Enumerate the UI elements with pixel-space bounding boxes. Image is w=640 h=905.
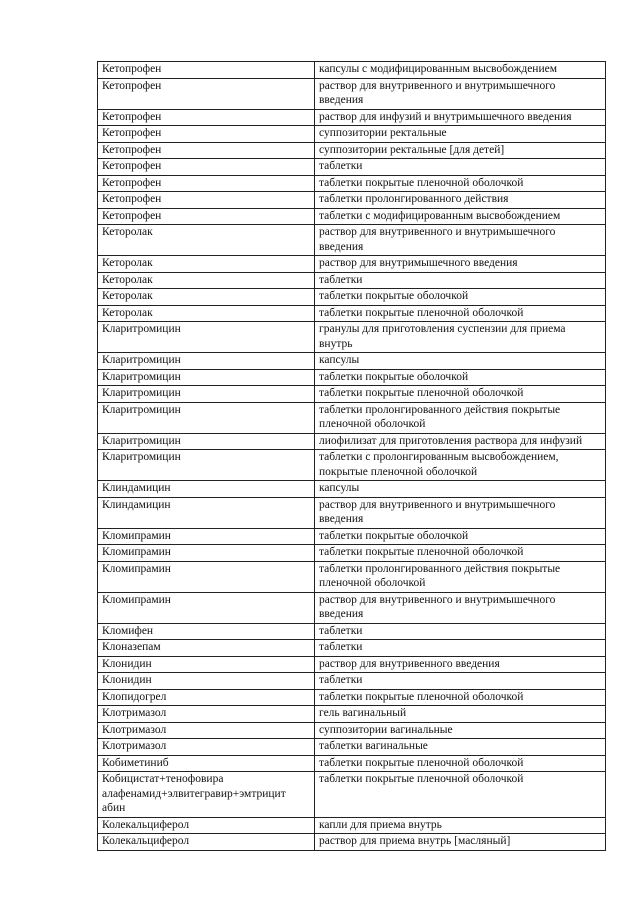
- drug-form-table: [97, 61, 606, 851]
- dosage-form-cell: таблетки покрытые оболочкой: [315, 289, 606, 306]
- table-row: [98, 109, 606, 126]
- drug-name-cell: Кломифен: [98, 623, 315, 640]
- dosage-form-cell: таблетки вагинальные: [315, 739, 606, 756]
- drug-name-cell: Клиндамицин: [98, 481, 315, 498]
- table-row: [98, 528, 606, 545]
- dosage-form-cell: таблетки пролонгированного действия покрытые пленочной оболочкой: [315, 561, 606, 592]
- dosage-form-cell: раствор для внутривенного и внутримышечного введения: [315, 497, 606, 528]
- dosage-form-cell: таблетки покрытые оболочкой: [315, 369, 606, 386]
- table-row: [98, 353, 606, 370]
- drug-name-cell: Кетопрофен: [98, 142, 315, 159]
- drug-name-cell: Клопидогрел: [98, 689, 315, 706]
- drug-name-cell: Кеторолак: [98, 289, 315, 306]
- table-row: [98, 772, 606, 818]
- dosage-form-cell: таблетки: [315, 673, 606, 690]
- table-row: [98, 623, 606, 640]
- table-row: [98, 450, 606, 481]
- dosage-form-cell: таблетки покрытые пленочной оболочкой: [315, 772, 606, 818]
- table-row: [98, 159, 606, 176]
- dosage-form-cell: раствор для внутривенного и внутримышечного введения: [315, 592, 606, 623]
- drug-name-cell: Кеторолак: [98, 256, 315, 273]
- dosage-form-cell: таблетки покрытые оболочкой: [315, 528, 606, 545]
- table-row: [98, 755, 606, 772]
- dosage-form-cell: таблетки пролонгированного действия: [315, 192, 606, 209]
- table-row: [98, 272, 606, 289]
- drug-name-cell: Колекальциферол: [98, 834, 315, 851]
- table-row: [98, 126, 606, 143]
- dosage-form-cell: таблетки покрытые пленочной оболочкой: [315, 755, 606, 772]
- drug-name-cell: Кетопрофен: [98, 126, 315, 143]
- dosage-form-cell: раствор для внутривенного и внутримышечного введения: [315, 225, 606, 256]
- table-row: [98, 706, 606, 723]
- dosage-form-cell: таблетки покрытые пленочной оболочкой: [315, 175, 606, 192]
- table-row: [98, 322, 606, 353]
- drug-name-cell: Клонидин: [98, 673, 315, 690]
- dosage-form-cell: таблетки покрытые пленочной оболочкой: [315, 689, 606, 706]
- drug-name-cell: Кетопрофен: [98, 109, 315, 126]
- dosage-form-cell: таблетки с пролонгированным высвобождением, покрытые пленочной оболочкой: [315, 450, 606, 481]
- drug-name-cell: Кломипрамин: [98, 561, 315, 592]
- drug-name-cell: Кобиметиниб: [98, 755, 315, 772]
- drug-name-cell: Кетопрофен: [98, 175, 315, 192]
- dosage-form-cell: таблетки покрытые пленочной оболочкой: [315, 545, 606, 562]
- drug-name-cell: Кетопрофен: [98, 208, 315, 225]
- drug-name-cell: Кломипрамин: [98, 592, 315, 623]
- dosage-form-cell: таблетки покрытые пленочной оболочкой: [315, 305, 606, 322]
- table-row: [98, 739, 606, 756]
- dosage-form-cell: таблетки: [315, 159, 606, 176]
- drug-name-cell: Клотримазол: [98, 706, 315, 723]
- drug-name-cell: Клонидин: [98, 656, 315, 673]
- table-row: [98, 62, 606, 79]
- dosage-form-cell: таблетки: [315, 640, 606, 657]
- drug-name-cell: Клотримазол: [98, 739, 315, 756]
- dosage-form-cell: раствор для внутримышечного введения: [315, 256, 606, 273]
- dosage-form-cell: раствор для приема внутрь [масляный]: [315, 834, 606, 851]
- drug-name-cell: Кларитромицин: [98, 353, 315, 370]
- table-row: [98, 834, 606, 851]
- dosage-form-cell: раствор для инфузий и внутримышечного введения: [315, 109, 606, 126]
- dosage-form-cell: таблетки покрытые пленочной оболочкой: [315, 386, 606, 403]
- drug-name-cell: Кетопрофен: [98, 62, 315, 79]
- drug-name-cell: Кломипрамин: [98, 528, 315, 545]
- table-row: [98, 817, 606, 834]
- drug-name-cell: Кеторолак: [98, 272, 315, 289]
- dosage-form-cell: раствор для внутривенного и внутримышечного введения: [315, 78, 606, 109]
- table-row: [98, 433, 606, 450]
- table-row: [98, 497, 606, 528]
- table-row: [98, 225, 606, 256]
- dosage-form-cell: таблетки: [315, 623, 606, 640]
- table-row: [98, 175, 606, 192]
- dosage-form-cell: суппозитории вагинальные: [315, 722, 606, 739]
- dosage-form-cell: суппозитории ректальные [для детей]: [315, 142, 606, 159]
- dosage-form-cell: таблетки с модифицированным высвобождением: [315, 208, 606, 225]
- table-row: [98, 369, 606, 386]
- drug-name-cell: Кларитромицин: [98, 402, 315, 433]
- drug-name-cell: Кларитромицин: [98, 369, 315, 386]
- drug-name-cell: Кетопрофен: [98, 78, 315, 109]
- drug-name-cell: Кломипрамин: [98, 545, 315, 562]
- drug-name-cell: Кларитромицин: [98, 450, 315, 481]
- dosage-form-cell: раствор для внутривенного введения: [315, 656, 606, 673]
- drug-name-cell: Клотримазол: [98, 722, 315, 739]
- table-row: [98, 208, 606, 225]
- drug-name-cell: Кеторолак: [98, 225, 315, 256]
- table-row: [98, 673, 606, 690]
- dosage-form-cell: капсулы: [315, 481, 606, 498]
- table-row: [98, 592, 606, 623]
- dosage-form-cell: суппозитории ректальные: [315, 126, 606, 143]
- drug-name-cell: Кетопрофен: [98, 192, 315, 209]
- table-row: [98, 256, 606, 273]
- drug-name-cell: Кларитромицин: [98, 322, 315, 353]
- table-row: [98, 192, 606, 209]
- table-row: [98, 402, 606, 433]
- table-row: [98, 481, 606, 498]
- drug-name-cell: Клиндамицин: [98, 497, 315, 528]
- drug-name-cell: Клоназепам: [98, 640, 315, 657]
- drug-name-cell: Кларитромицин: [98, 386, 315, 403]
- table-row: [98, 289, 606, 306]
- table-row: [98, 78, 606, 109]
- dosage-form-cell: лиофилизат для приготовления раствора для инфузий: [315, 433, 606, 450]
- drug-name-cell: Кларитромицин: [98, 433, 315, 450]
- dosage-form-cell: таблетки пролонгированного действия покрытые пленочной оболочкой: [315, 402, 606, 433]
- dosage-form-cell: гранулы для приготовления суспензии для приема внутрь: [315, 322, 606, 353]
- table-row: [98, 561, 606, 592]
- dosage-form-cell: капли для приема внутрь: [315, 817, 606, 834]
- dosage-form-cell: гель вагинальный: [315, 706, 606, 723]
- table-row: [98, 656, 606, 673]
- table-row: [98, 142, 606, 159]
- dosage-form-cell: таблетки: [315, 272, 606, 289]
- dosage-form-cell: капсулы с модифицированным высвобождением: [315, 62, 606, 79]
- drug-name-cell: Колекальциферол: [98, 817, 315, 834]
- drug-name-cell: Кетопрофен: [98, 159, 315, 176]
- table-row: [98, 545, 606, 562]
- table-row: [98, 386, 606, 403]
- table-row: [98, 305, 606, 322]
- table-row: [98, 689, 606, 706]
- table-row: [98, 640, 606, 657]
- drug-name-cell: Кобицистат+тенофовира алафенамид+элвитегравир+эмтрицит абин: [98, 772, 315, 818]
- table-row: [98, 722, 606, 739]
- drug-name-cell: Кеторолак: [98, 305, 315, 322]
- dosage-form-cell: капсулы: [315, 353, 606, 370]
